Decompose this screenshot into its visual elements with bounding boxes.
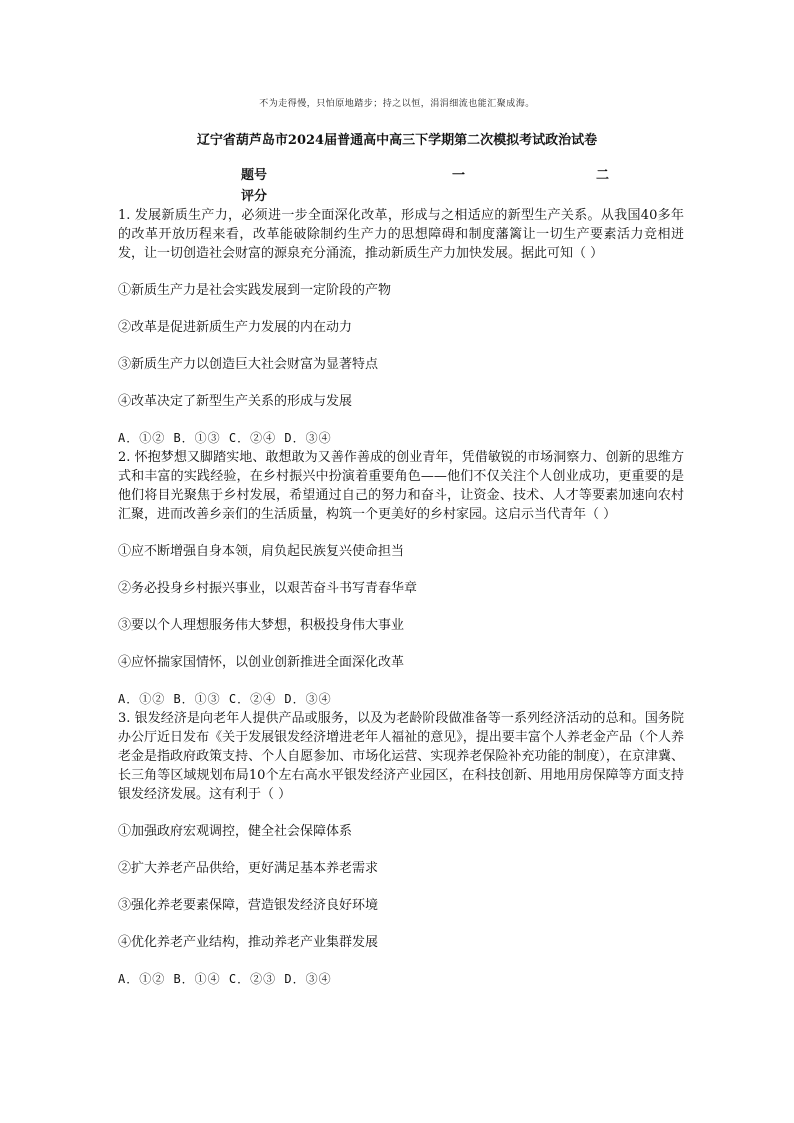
page-title: 辽宁省葫芦岛市2024届普通高中高三下学期第二次模拟考试政治试卷 (196, 133, 598, 148)
question-option: ③要以个人理想服务伟大梦想，积极投身伟大事业 (118, 618, 405, 633)
question-list (118, 206, 684, 989)
question-1 (118, 206, 684, 448)
score-table-col-1: 一 (452, 168, 466, 183)
question-option: ②改革是促进新质生产力发展的内在动力 (118, 320, 353, 335)
question-3 (118, 709, 684, 989)
score-table-row-label-number: 题号 (241, 168, 268, 183)
page-motto: 不为走得慢，只怕原地踏步；持之以恒，涓涓细流也能汇聚成海。 (259, 99, 535, 109)
answer-choices: A．①② B．①④ C．②③ D．③④ (118, 972, 332, 986)
question-option: ③新质生产力以创造巨大社会财富为显著特点 (118, 357, 379, 372)
question-option: ④优化养老产业结构，推动养老产业集群发展 (118, 935, 379, 950)
question-stem: 3. 银发经济是向老年人提供产品或服务，以及为老龄阶段做准备等一系列经济活动的总和。国务院办公厅近日发布《关于发展银发经济增进老年人福祉的意见》，提出要丰富个人养老金产品（个人养老金是指政府政策支持、个人自愿参加、市场化运营、实现养老保险补充功能的制度），在京津冀、长三角等区域规划布局10个左右高水平银发经济产业园区，在科技创新、用地用房保障等方面支持银发经济发展。这有利于（ ） (118, 711, 684, 802)
question-option: ②扩大养老产品供给，更好满足基本养老需求 (118, 861, 379, 876)
question-option: ④应怀揣家国情怀，以创业创新推进全面深化改革 (118, 655, 405, 670)
question-option: ①加强政府宏观调控，健全社会保障体系 (118, 824, 353, 839)
score-table (0, 164, 794, 204)
score-table-row-label-score: 评分 (241, 189, 268, 204)
question-option: ①应不断增强自身本领，肩负起民族复兴使命担当 (118, 544, 405, 559)
answer-choices: A．①② B．①③ C．②④ D．③④ (118, 431, 332, 445)
answer-choices: A．①② B．①③ C．②④ D．③④ (118, 692, 332, 706)
question-option: ①新质生产力是社会实践发展到一定阶段的产物 (118, 283, 392, 298)
question-option: ③强化养老要素保障，营造银发经济良好环境 (118, 898, 379, 913)
score-table-col-2: 二 (596, 168, 610, 183)
question-option: ②务必投身乡村振兴事业，以艰苦奋斗书写青春华章 (118, 581, 418, 596)
question-stem: 2. 怀抱梦想又脚踏实地、敢想敢为又善作善成的创业青年，凭借敏锐的市场洞察力、创新的思维方式和丰富的实践经验，在乡村振兴中扮演着重要角色——他们不仅关注个人创业成功，更重要的是他们将目光聚焦于乡村发展，希望通过自己的努力和奋斗，让资金、技术、人才等要素加速向农村汇聚，进而改善乡亲们的生活质量，构筑一个更美好的乡村家园。这启示当代青年（ ） (118, 450, 684, 522)
question-2 (118, 448, 684, 709)
question-option: ④改革决定了新型生产关系的形成与发展 (118, 394, 353, 409)
question-stem: 1. 发展新质生产力，必须进一步全面深化改革，形成与之相适应的新型生产关系。从我国40多年的改革开放历程来看，改革能破除制约生产力的思想障碍和制度藩篱让一切生产要素活力竞相迸发，让一切创造社会财富的源泉充分涌流，推动新质生产力加快发展。据此可知（ ） (118, 208, 684, 261)
